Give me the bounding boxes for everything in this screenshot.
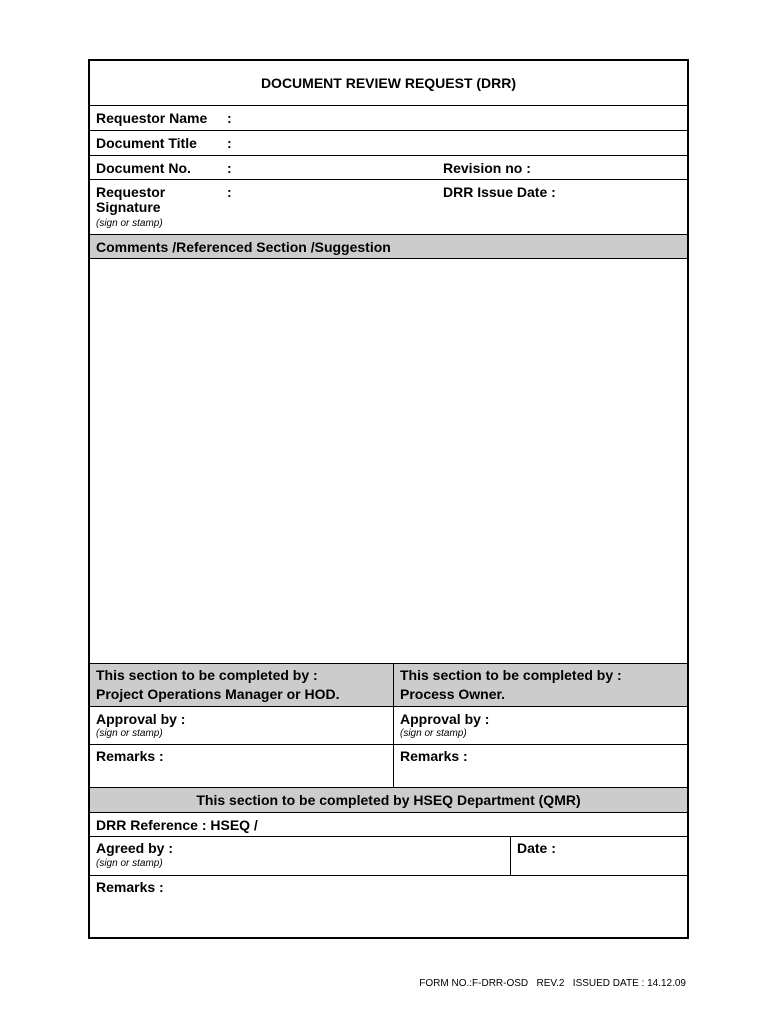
right-approval-cell[interactable] xyxy=(394,707,687,744)
document-title-row[interactable] xyxy=(90,131,687,156)
document-title-label: Document Title xyxy=(96,135,197,151)
drr-issue-date-label: DRR Issue Date : xyxy=(443,184,556,200)
left-approval-cell[interactable] xyxy=(90,707,393,744)
comments-area[interactable] xyxy=(90,259,687,664)
drr-reference-label: DRR Reference : HSEQ / xyxy=(96,817,258,833)
left-remarks-cell[interactable] xyxy=(90,745,393,787)
agreed-by-label: Agreed by : xyxy=(96,840,174,856)
agreed-by-row xyxy=(90,837,687,876)
requestor-signature-label-2: Signature xyxy=(96,199,161,215)
right-remarks-label: Remarks : xyxy=(400,748,468,764)
drr-form xyxy=(88,59,689,939)
document-title-colon: : xyxy=(227,135,232,151)
left-approval-by-label: Approval by : xyxy=(96,711,186,727)
requestor-signature-row[interactable] xyxy=(90,180,687,235)
document-no-colon: : xyxy=(227,160,232,176)
form-title-row xyxy=(90,61,687,106)
date-cell[interactable] xyxy=(511,837,687,875)
comments-header: Comments /Referenced Section /Suggestion xyxy=(96,239,391,255)
requestor-signature-colon: : xyxy=(227,184,232,200)
requestor-name-label: Requestor Name xyxy=(96,110,208,126)
comments-header-row xyxy=(90,235,687,259)
left-approval-sign-or-stamp: (sign or stamp) xyxy=(96,728,163,739)
left-section-header-line1: This section to be completed by : xyxy=(96,667,318,683)
right-section-header-line1: This section to be completed by : xyxy=(400,667,622,683)
left-remarks-label: Remarks : xyxy=(96,748,164,764)
right-section-header-line2: Process Owner. xyxy=(400,686,506,702)
requestor-signature-label-1: Requestor xyxy=(96,184,166,200)
hseq-header: This section to be completed by HSEQ Department (QMR) xyxy=(196,792,581,808)
section-headers-row xyxy=(90,664,687,707)
requestor-name-row[interactable] xyxy=(90,106,687,131)
drr-reference-row[interactable] xyxy=(90,813,687,837)
left-section-header-line2: Project Operations Manager or HOD. xyxy=(96,686,340,702)
document-no-label: Document No. xyxy=(96,160,191,176)
date-label: Date : xyxy=(517,840,556,856)
revision-no-label: Revision no : xyxy=(443,160,531,176)
agreed-by-sign-or-stamp: (sign or stamp) xyxy=(96,858,163,869)
right-approval-sign-or-stamp: (sign or stamp) xyxy=(400,728,467,739)
document-no-row[interactable] xyxy=(90,156,687,180)
section-headers-divider xyxy=(393,664,394,706)
requestor-sign-or-stamp: (sign or stamp) xyxy=(96,218,163,229)
requestor-name-colon: : xyxy=(227,110,232,126)
right-remarks-cell[interactable] xyxy=(394,745,687,787)
form-footer: FORM NO.:F-DRR-OSD REV.2 ISSUED DATE : 14.12.09 xyxy=(419,978,686,989)
hseq-header-row xyxy=(90,788,687,813)
hseq-remarks-label: Remarks : xyxy=(96,879,164,895)
agreed-by-cell[interactable] xyxy=(90,837,510,875)
form-title: DOCUMENT REVIEW REQUEST (DRR) xyxy=(260,75,517,91)
approval-row xyxy=(90,707,687,745)
remarks-row xyxy=(90,745,687,788)
hseq-remarks-row[interactable] xyxy=(90,876,687,937)
right-approval-by-label: Approval by : xyxy=(400,711,490,727)
